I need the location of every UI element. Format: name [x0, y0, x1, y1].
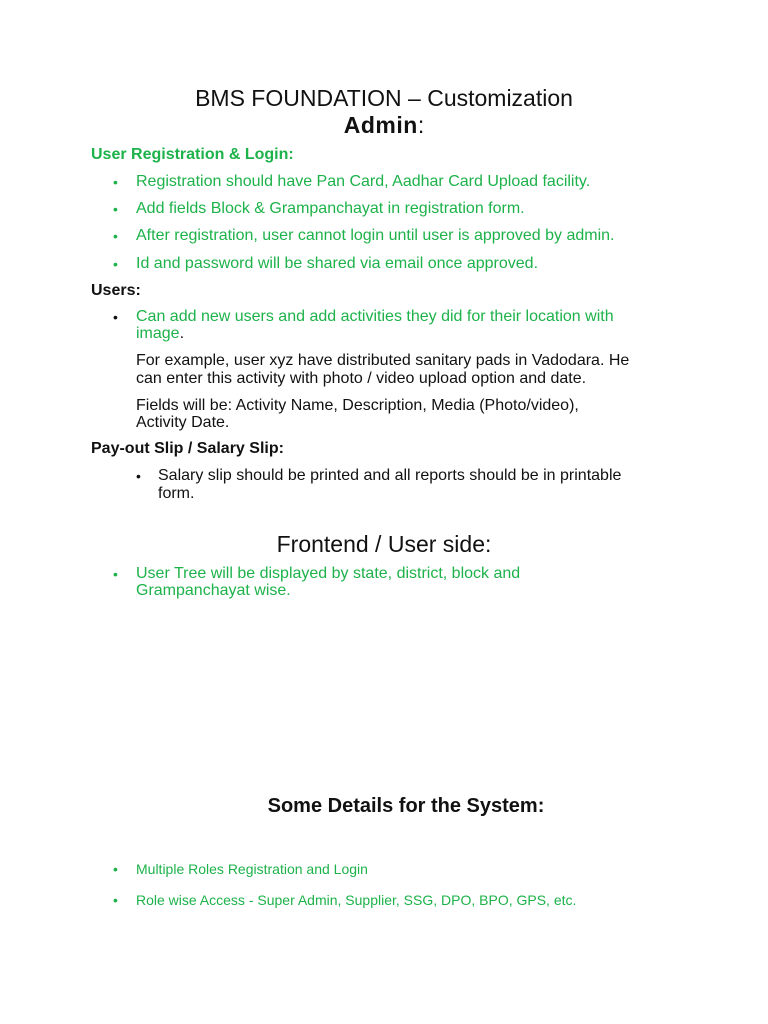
bullet: • — [136, 468, 141, 484]
list-item — [113, 255, 118, 274]
bullet: • — [113, 256, 118, 272]
list-item — [113, 227, 118, 246]
list-item — [113, 892, 118, 909]
example-line2: can enter this activity with photo / video upload option and date. — [136, 370, 587, 387]
bullet: • — [113, 174, 118, 190]
system-heading: Some Details for the System: — [267, 795, 545, 817]
bullet: • — [113, 566, 118, 582]
section-admin-title — [0, 112, 768, 139]
bullet: • — [113, 892, 118, 908]
bullet: • — [113, 201, 118, 217]
page-title: BMS FOUNDATION – Customization — [195, 85, 573, 111]
payout-heading: Pay-out Slip / Salary Slip: — [91, 440, 284, 457]
list-item-text: After registration, user cannot login until user is approved by admin. — [136, 227, 615, 244]
system-item-text: Multiple Roles Registration and Login — [136, 861, 368, 877]
fields-line1: Fields will be: Activity Name, Description, Media (Photo/video), — [136, 397, 579, 414]
bullet: • — [113, 861, 118, 877]
list-item-text: Add fields Block & Grampanchayat in registration form. — [136, 200, 525, 217]
list-item — [113, 173, 118, 192]
users-item-period: . — [179, 325, 185, 342]
example-line1: For example, user xyz have distributed sanitary pads in Vadodara. He — [136, 352, 630, 369]
list-item — [113, 861, 118, 878]
user-registration-heading: User Registration & Login: — [91, 146, 294, 163]
users-heading: Users: — [91, 282, 141, 299]
bullet: • — [113, 309, 118, 325]
admin-label: Admin — [343, 112, 418, 138]
list-item-text: Id and password will be shared via email once approved. — [136, 255, 539, 272]
frontend-heading: Frontend / User side: — [276, 531, 492, 557]
list-item-text: Registration should have Pan Card, Aadhar Card Upload facility. — [136, 173, 591, 190]
frontend-item-line2: Grampanchayat wise. — [136, 582, 291, 599]
admin-colon: : — [417, 112, 425, 138]
payout-item-line1: Salary slip should be printed and all reports should be in printable — [158, 467, 622, 484]
fields-line2: Activity Date. — [136, 414, 230, 431]
system-item-text: Role wise Access - Super Admin, Supplier, SSG, DPO, BPO, GPS, etc. — [136, 892, 577, 908]
frontend-item-line1: User Tree will be displayed by state, district, block and — [136, 565, 521, 582]
list-item — [113, 200, 118, 219]
bullet: • — [113, 228, 118, 244]
users-item-line2 — [136, 325, 184, 343]
list-item — [113, 565, 118, 584]
users-item-image-word: image — [136, 325, 180, 342]
list-item — [136, 467, 141, 486]
payout-item-line2: form. — [158, 485, 195, 502]
list-item — [113, 308, 118, 327]
users-item-line1: Can add new users and add activities they did for their location with — [136, 308, 614, 325]
